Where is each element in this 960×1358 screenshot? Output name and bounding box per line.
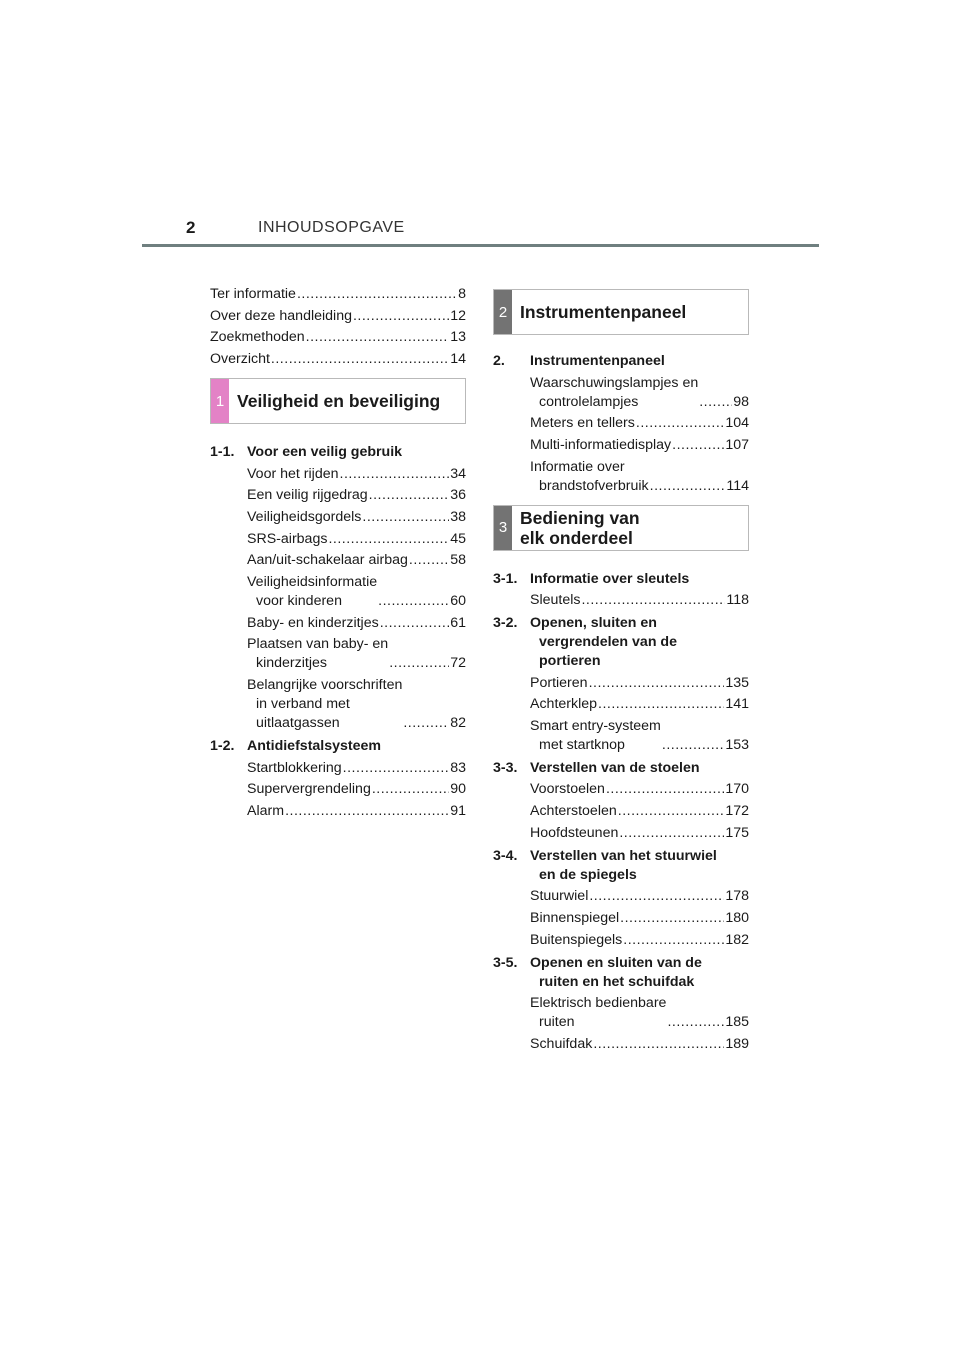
toc-entry-label: Smart entry-systeem met startknop [530, 717, 661, 753]
section-title-line1: Openen en sluiten van de [530, 954, 702, 971]
dot-leader [271, 350, 449, 369]
toc-entry-label: Portieren [530, 674, 588, 691]
toc-entry-page: 185 [725, 1014, 749, 1031]
toc-entry-label: Buitenspiegels [530, 931, 623, 948]
section-3-5-entries [493, 994, 749, 1054]
chapter-2-tab: 2 [494, 290, 512, 334]
chapter-1-tab: 1 [211, 379, 229, 423]
dot-leader [328, 530, 449, 549]
toc-entry-label: Startblokkering [247, 759, 342, 776]
toc-entry[interactable] [530, 674, 749, 693]
page-number: 2 [186, 218, 196, 237]
toc-entry[interactable] [247, 780, 466, 799]
toc-entry-page: 34 [450, 465, 466, 482]
section-heading-1-1[interactable] [210, 443, 466, 462]
section-title: Informatie over sleutels [530, 570, 690, 587]
toc-entry-label: Baby- en kinderzitjes [247, 614, 379, 631]
toc-entry-label: Sleutels [530, 592, 581, 609]
section-title: Voor een veilig gebruik [247, 444, 403, 461]
section-3-3-entries [493, 780, 749, 842]
toc-entry[interactable] [247, 573, 466, 611]
toc-entry[interactable] [530, 909, 749, 928]
dot-leader [598, 695, 724, 714]
dot-leader [409, 551, 449, 570]
toc-entry-page: 114 [726, 477, 749, 494]
toc-entry[interactable] [210, 350, 466, 369]
toc-entry-label: Multi-informatiedisplay [530, 436, 672, 453]
chapter-2-title: Instrumentenpaneel [520, 302, 687, 322]
toc-entry[interactable] [530, 780, 749, 799]
toc-entry-page: 153 [725, 736, 749, 753]
toc-entry-label: Belangrijke voorschriften in verband met uitlaatgassen [247, 677, 403, 732]
dot-leader [589, 887, 724, 906]
toc-entry[interactable] [530, 374, 749, 412]
section-title: Instrumentenpaneel [530, 353, 665, 369]
dot-leader [699, 393, 732, 412]
dot-leader [620, 909, 724, 928]
toc-entry[interactable] [530, 887, 749, 906]
dot-leader [606, 780, 724, 799]
toc-entry-label: Waarschuwingslampjes en controlelampjes [530, 374, 699, 410]
toc-entry[interactable] [530, 717, 749, 755]
toc-entry[interactable] [530, 695, 749, 714]
section-2-entries [493, 374, 749, 496]
toc-entry-label: Alarm [247, 802, 285, 819]
toc-entry-label: Ter informatie [210, 286, 296, 302]
toc-entry-page: 61 [450, 614, 466, 631]
dot-leader [343, 759, 450, 778]
section-heading-3-4[interactable] [493, 847, 749, 885]
section-number: 3-3. [493, 759, 518, 776]
toc-entry-page: 172 [725, 803, 749, 820]
toc-entry[interactable] [247, 530, 466, 549]
section-number: 3-5. [493, 954, 518, 971]
section-heading-3-1[interactable] [493, 570, 749, 589]
dot-leader [378, 592, 449, 611]
dot-leader [389, 654, 449, 673]
dot-leader [353, 307, 449, 326]
toc-entry-page: 82 [450, 715, 466, 732]
toc-entry-page: 182 [725, 931, 749, 948]
section-heading-1-2[interactable] [210, 737, 466, 756]
toc-right-column [493, 289, 749, 1057]
toc-entry-page: 170 [725, 781, 749, 798]
dot-leader [297, 285, 457, 304]
toc-entry-label: Achterklep [530, 696, 598, 713]
section-number: 3-2. [493, 615, 518, 632]
dot-leader [593, 1035, 724, 1054]
toc-entry-label: Voor het rijden [247, 465, 339, 482]
toc-entry-label: Achterstoelen [530, 803, 617, 820]
toc-entry[interactable] [530, 802, 749, 821]
toc-entry[interactable] [247, 635, 466, 673]
toc-entry-label: Schuifdak [530, 1035, 593, 1052]
toc-entry[interactable] [247, 676, 466, 733]
toc-entry-page: 135 [725, 674, 749, 691]
dot-leader [372, 780, 449, 799]
toc-entry[interactable] [247, 614, 466, 633]
toc-entry-label: Informatie over brandstofverbruik [530, 458, 649, 494]
dot-leader [667, 1013, 724, 1032]
toc-entry[interactable] [210, 285, 466, 304]
toc-entry-page: 72 [450, 655, 466, 672]
dot-leader [306, 328, 450, 347]
section-title-line1: Openen, sluiten en [530, 615, 657, 632]
toc-entry-page: 118 [726, 592, 749, 609]
section-heading-3-5[interactable] [493, 954, 749, 992]
toc-entry-page: 8 [458, 286, 466, 302]
toc-entry-label: Aan/uit-schakelaar airbag [247, 552, 408, 569]
section-heading-3-2[interactable] [493, 614, 749, 671]
section-3-1-entries [493, 591, 749, 610]
section-title-cont: ruiten en het schuifdak [539, 973, 695, 990]
toc-entry[interactable] [530, 824, 749, 843]
section-1-1-entries [210, 465, 466, 734]
toc-entry[interactable] [247, 802, 466, 821]
section-number: 1-2. [210, 738, 235, 755]
dot-leader [380, 614, 450, 633]
dot-leader [589, 674, 725, 693]
toc-entry[interactable] [530, 458, 749, 496]
toc-entry-label: Stuurwiel [530, 888, 589, 905]
section-number: 3-4. [493, 847, 518, 864]
toc-entry-page: 175 [725, 824, 749, 841]
toc-entry[interactable] [530, 436, 749, 455]
running-title: INHOUDSOPGAVE [258, 219, 405, 236]
toc-entry[interactable] [530, 591, 749, 610]
dot-leader [403, 714, 449, 733]
toc-left-column [210, 285, 466, 824]
section-title-cont: vergrendelen van de portieren [539, 634, 677, 670]
chapter-3-title: Bediening van elk onderdeel [520, 507, 640, 548]
header-rule [142, 244, 819, 247]
toc-entry-label: Veiligheidsgordels [247, 508, 362, 525]
toc-entry-page: 83 [450, 759, 466, 776]
dot-leader [369, 486, 450, 505]
toc-entry-label: Voorstoelen [530, 781, 605, 798]
toc-entry-page: 58 [450, 552, 466, 569]
toc-entry[interactable] [247, 508, 466, 527]
toc-entry-page: 178 [725, 888, 749, 905]
dot-leader [618, 802, 725, 821]
toc-entry-label: Meters en tellers [530, 415, 635, 432]
section-title: Verstellen van de stoelen [530, 759, 700, 776]
section-title-line1: Verstellen van het stuurwiel [530, 847, 717, 864]
chapter-3-box[interactable] [493, 505, 749, 551]
toc-entry-page: 12 [450, 307, 466, 324]
toc-entry-page: 45 [450, 530, 466, 547]
toc-entry-label: Veiligheidsinformatie voor kinderen [247, 574, 378, 609]
dot-leader [340, 465, 450, 484]
section-title [530, 954, 702, 992]
toc-entry-page: 104 [725, 415, 749, 432]
toc-entry-label: Binnenspiegel [530, 910, 620, 926]
toc-entry[interactable] [530, 994, 749, 1032]
section-heading-3-3[interactable] [493, 759, 749, 778]
toc-entry-page: 60 [450, 593, 466, 609]
toc-entry-page: 90 [450, 781, 466, 798]
toc-entry-page: 13 [450, 329, 466, 346]
toc-entry-page: 98 [733, 393, 749, 410]
section-title: Antidiefstalsysteem [247, 738, 382, 755]
toc-entry-label: Een veilig rijgedrag [247, 487, 368, 504]
toc-entry[interactable] [247, 551, 466, 570]
toc-entry-label: Plaatsen van baby- en kinderzitjes [247, 636, 389, 672]
toc-entry-label: Zoekmethoden [210, 329, 305, 346]
toc-entry-page: 107 [725, 436, 749, 453]
toc-entry-label: Overzicht [210, 351, 270, 368]
toc-entry-page: 36 [450, 487, 466, 504]
toc-entry[interactable] [210, 328, 466, 347]
dot-leader [581, 591, 725, 610]
toc-entry[interactable] [210, 307, 466, 326]
dot-leader [650, 477, 726, 496]
toc-entry-label: Hoofdsteunen [530, 824, 619, 841]
chapter-1-box[interactable] [210, 378, 466, 424]
toc-entry-label: SRS-airbags [247, 530, 328, 547]
section-3-4-entries [493, 887, 749, 949]
dot-leader [362, 508, 449, 527]
toc-entry-label: Elektrisch bedienbare ruiten [530, 995, 667, 1031]
section-heading-2[interactable] [493, 352, 749, 371]
section-title [530, 614, 677, 671]
dot-leader [662, 736, 724, 755]
section-3-2-entries [493, 674, 749, 755]
toc-entry-label: Supervergrendeling [247, 781, 371, 798]
chapter-2-box[interactable] [493, 289, 749, 335]
toc-entry-page: 141 [725, 696, 749, 713]
toc-entry[interactable] [247, 759, 466, 778]
toc-entry-page: 91 [450, 802, 466, 819]
section-title [530, 847, 717, 885]
toc-entry[interactable] [247, 486, 466, 505]
dot-leader [285, 802, 449, 821]
toc-entry-page: 180 [725, 910, 749, 926]
toc-entry-page: 189 [725, 1035, 749, 1052]
section-number: 1-1. [210, 444, 235, 461]
section-number: 2. [493, 353, 505, 369]
toc-entry-label: Over deze handleiding [210, 307, 352, 324]
toc-entry[interactable] [530, 1035, 749, 1054]
chapter-3-tab: 3 [494, 506, 512, 550]
toc-entry[interactable] [530, 414, 749, 433]
dot-leader [672, 436, 724, 455]
toc-entry[interactable] [530, 931, 749, 950]
section-1-2-entries [210, 759, 466, 821]
dot-leader [619, 824, 724, 843]
toc-entry-page: 14 [450, 351, 466, 368]
dot-leader [636, 414, 724, 433]
section-title-cont: en de spiegels [539, 866, 637, 883]
section-number: 3-1. [493, 570, 518, 587]
chapter-1-title: Veiligheid en beveiliging [237, 391, 441, 412]
intro-list [210, 285, 466, 369]
dot-leader [623, 931, 724, 950]
toc-entry[interactable] [247, 465, 466, 484]
toc-entry-page: 38 [450, 508, 466, 525]
